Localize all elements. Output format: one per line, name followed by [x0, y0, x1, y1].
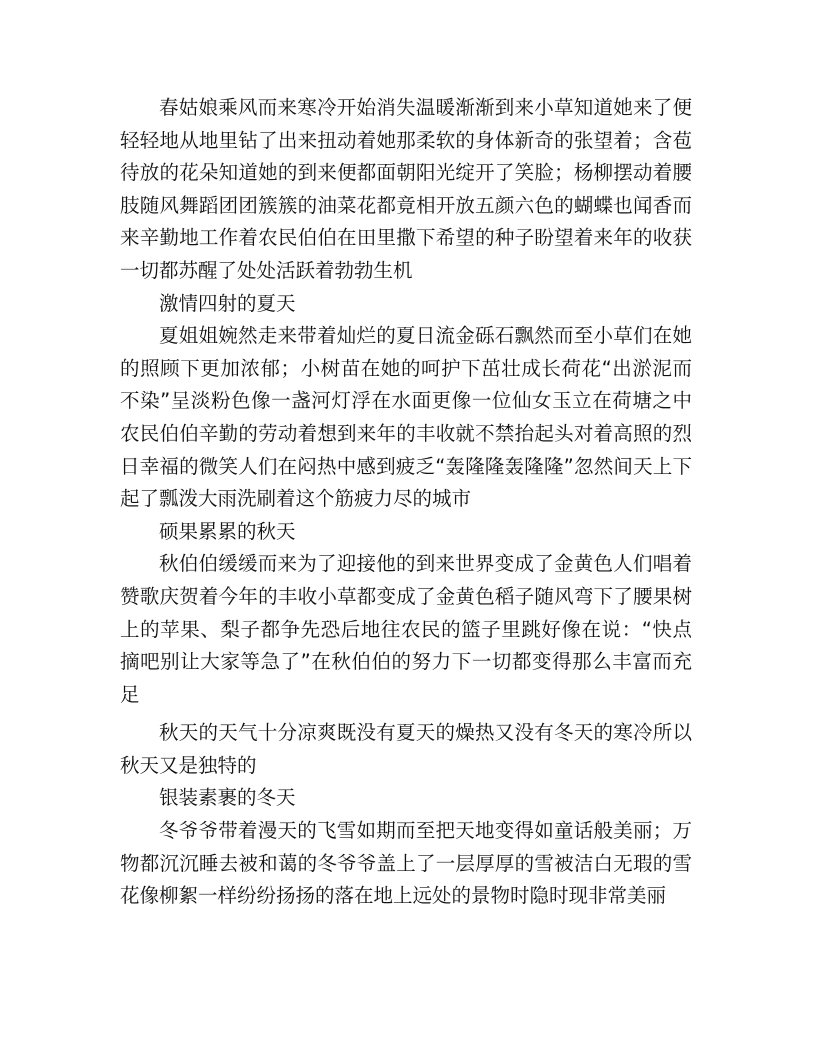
paragraph-winter: 冬爷爷带着漫天的飞雪如期而至把天地变得如童话般美丽；万物都沉沉睡去被和蔼的冬爷爷盖上了一层厚厚的雪被洁白无瑕的雪花像柳絮一样纷纷扬扬的落在地上远处的景物时隐时现非常美丽: [120, 819, 692, 908]
paragraph-spring: 春姑娘乘风而来寒冷开始消失温暖渐渐到来小草知道她来了便轻轻地从地里钻了出来扭动着她那柔软的身体新奇的张望着；含苞待放的花朵知道她的到来便都面朝阳光绽开了笑脸；杨柳摆动着腰肢随风舞蹈团团簇簇的油菜花都竟相开放五颜六色的蝴蝶也闻香而来辛勤地工作着农民伯伯在田里撒下希望的种子盼望着来年的收获一切都苏醒了处处活跃着勃勃生机: [120, 96, 692, 282]
section-heading-autumn: 硕果累累的秋天: [159, 519, 296, 543]
document-body: [120, 92, 692, 913]
paragraph-summer: 夏姐姐婉然走来带着灿烂的夏日流金砾石飘然而至小草们在她的照顾下更加浓郁；小树苗在她的呵护下茁壮成长荷花“出淤泥而不染”呈淡粉色像一盏河灯浮在水面更像一位仙女玉立在荷塘之中农民伯伯辛勤的劳动着想到来年的丰收就不禁抬起头对着高照的烈日幸福的微笑人们在闷热中感到疲乏“轰隆隆轰隆隆”忽然间天上下起了瓢泼大雨洗刷着这个筋疲力尽的城市: [120, 324, 692, 511]
paragraph-autumn: 秋伯伯缓缓而来为了迎接他的到来世界变成了金黄色人们唱着赞歌庆贺着今年的丰收小草都变成了金黄色稻子随风弯下了腰果树上的苹果、梨子都争先恐后地往农民的篮子里跳好像在说：“快点摘吧别让大家等急了”在秋伯伯的努力下一切都变得那么丰富而充足: [120, 552, 692, 706]
section-heading-winter: 银装素裹的冬天: [159, 786, 296, 810]
section-heading-summer: 激情四射的夏天: [159, 291, 296, 315]
paragraph-autumn-weather: 秋天的天气十分凉爽既没有夏天的燥热又没有冬天的寒冷所以秋天又是独特的: [120, 721, 692, 777]
